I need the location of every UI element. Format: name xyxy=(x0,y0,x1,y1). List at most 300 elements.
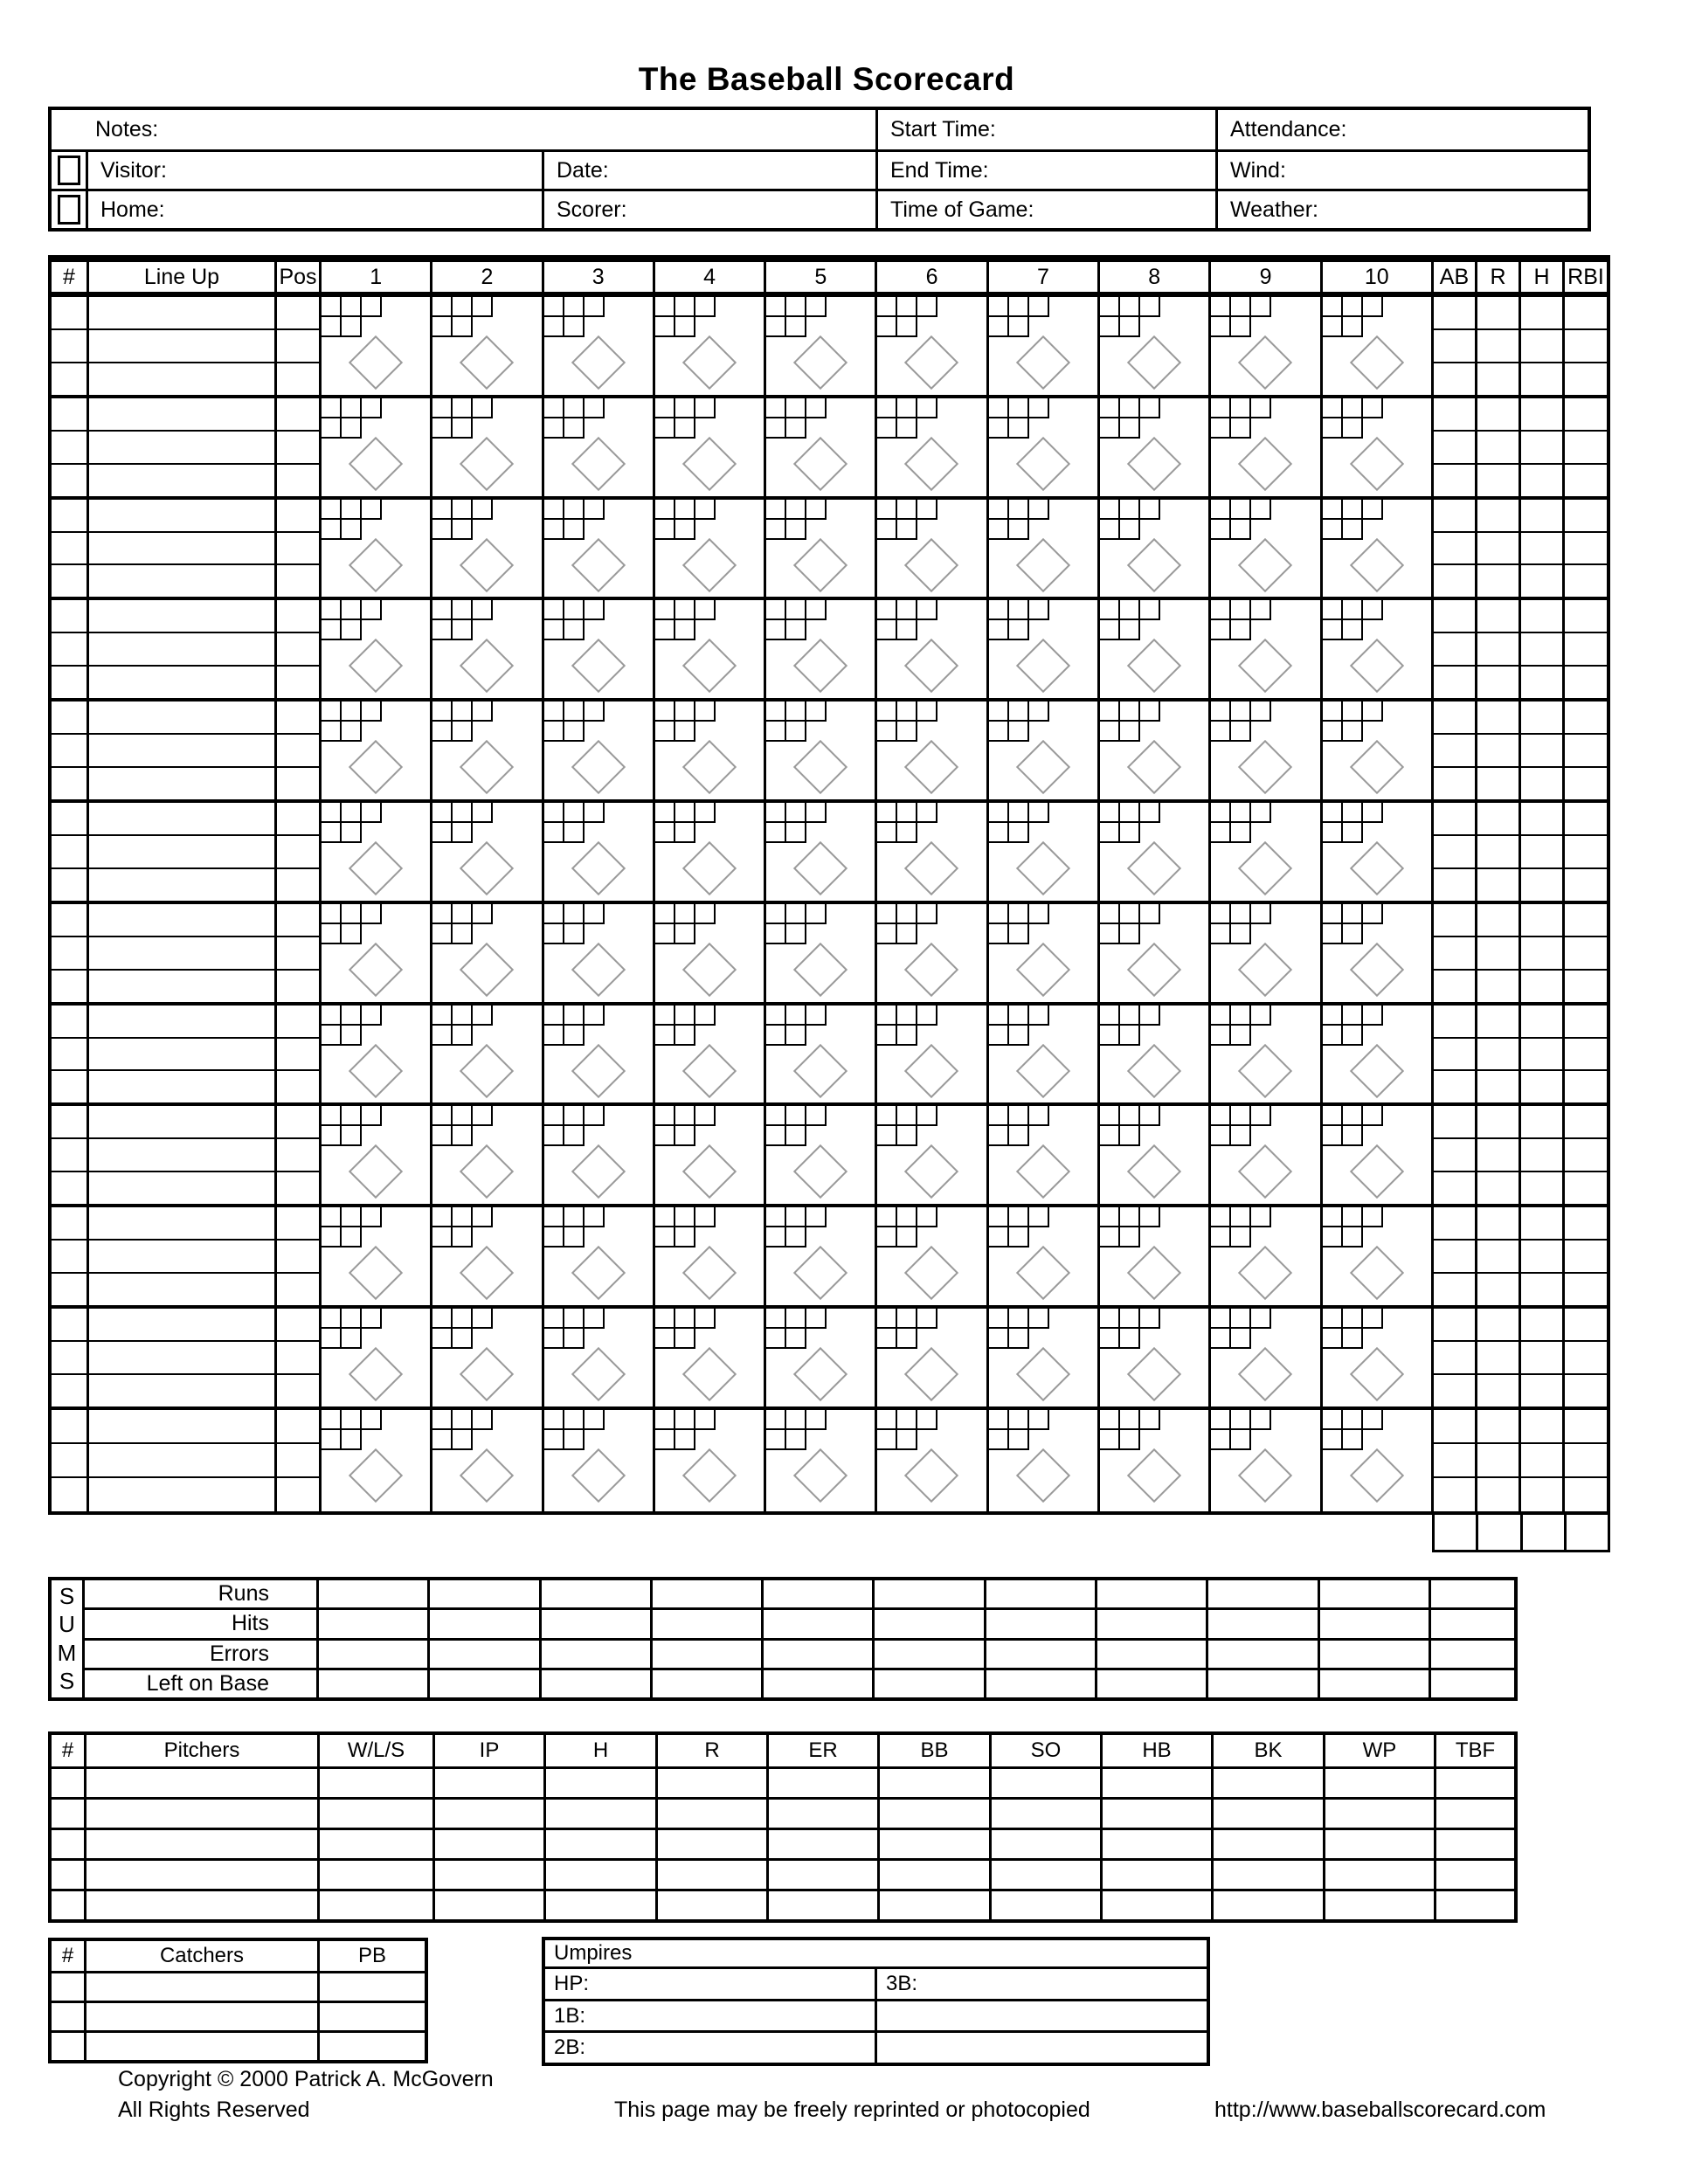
sums-inning-cell[interactable] xyxy=(653,1670,764,1697)
lineup-sub-cell[interactable] xyxy=(89,398,274,432)
lineup-sub-cell[interactable] xyxy=(52,1106,86,1139)
pitch-count-box[interactable] xyxy=(342,803,362,823)
stat-sub-cell[interactable] xyxy=(1521,363,1562,395)
pitcher-cell[interactable] xyxy=(52,1769,86,1797)
pitcher-cell[interactable] xyxy=(86,1769,320,1797)
sums-inning-cell[interactable] xyxy=(986,1610,1097,1637)
stat-sub-cell[interactable] xyxy=(1477,1106,1519,1139)
lineup-sub-cell[interactable] xyxy=(52,363,86,395)
sums-total-cell[interactable] xyxy=(1431,1641,1514,1668)
lineup-sub-cell[interactable] xyxy=(277,904,319,937)
pitcher-cell[interactable] xyxy=(1103,1891,1214,1919)
sums-inning-cell[interactable] xyxy=(1208,1670,1319,1697)
sums-inning-cell[interactable] xyxy=(875,1641,986,1668)
pitch-count-box[interactable] xyxy=(1100,1309,1120,1329)
pitch-count-box[interactable] xyxy=(1140,1309,1160,1329)
pitch-count-box[interactable] xyxy=(1100,600,1120,620)
pitch-count-box[interactable] xyxy=(453,1227,473,1248)
inning-scoring-cell[interactable] xyxy=(1211,1207,1322,1305)
pitch-count-box[interactable] xyxy=(544,418,564,439)
pitch-count-box[interactable] xyxy=(322,398,342,418)
pitch-count-box[interactable] xyxy=(766,398,786,418)
pitch-count-box[interactable] xyxy=(897,317,917,337)
pitch-count-box[interactable] xyxy=(989,398,1009,418)
pitch-count-box[interactable] xyxy=(989,803,1009,823)
inning-scoring-cell[interactable] xyxy=(989,1207,1100,1305)
pitch-count-box[interactable] xyxy=(453,620,473,640)
pitch-count-box[interactable] xyxy=(1343,823,1363,843)
stat-sub-cell[interactable] xyxy=(1477,1309,1519,1342)
stat-sub-cell[interactable] xyxy=(1477,667,1519,698)
lineup-sub-cell[interactable] xyxy=(89,735,274,768)
pitch-count-box[interactable] xyxy=(675,823,695,843)
inning-scoring-cell[interactable] xyxy=(432,904,543,1002)
pitch-count-box[interactable] xyxy=(564,317,585,337)
pitch-count-box[interactable] xyxy=(695,803,716,823)
pitch-count-box[interactable] xyxy=(1009,317,1029,337)
pitch-count-box[interactable] xyxy=(917,398,937,418)
inning-scoring-cell[interactable] xyxy=(989,297,1100,395)
pitch-count-box[interactable] xyxy=(897,1329,917,1349)
sums-inning-cell[interactable] xyxy=(1320,1610,1431,1637)
pitch-count-box[interactable] xyxy=(453,297,473,317)
inning-scoring-cell[interactable] xyxy=(877,904,988,1002)
pitch-count-box[interactable] xyxy=(1323,1227,1343,1248)
pitch-count-box[interactable] xyxy=(897,1006,917,1026)
pitch-count-box[interactable] xyxy=(1231,1329,1251,1349)
pitch-count-box[interactable] xyxy=(1211,722,1231,742)
pitch-count-box[interactable] xyxy=(1343,1430,1363,1450)
stat-sub-cell[interactable] xyxy=(1565,633,1607,667)
pitch-count-box[interactable] xyxy=(675,1126,695,1146)
lineup-sub-cell[interactable] xyxy=(52,500,86,533)
lineup-sub-cell[interactable] xyxy=(277,1139,319,1172)
lineup-sub-cell[interactable] xyxy=(89,1207,274,1241)
pitch-count-box[interactable] xyxy=(564,1410,585,1430)
stat-sub-cell[interactable] xyxy=(1477,500,1519,533)
pitch-count-box[interactable] xyxy=(786,317,806,337)
stat-sub-cell[interactable] xyxy=(1565,1172,1607,1204)
lineup-sub-cell[interactable] xyxy=(52,803,86,836)
pitch-count-box[interactable] xyxy=(1211,317,1231,337)
lineup-sub-cell[interactable] xyxy=(52,667,86,698)
pitch-count-box[interactable] xyxy=(786,803,806,823)
pitch-count-box[interactable] xyxy=(322,1207,342,1227)
home-field[interactable] xyxy=(86,191,542,228)
inning-scoring-cell[interactable] xyxy=(544,297,655,395)
inning-scoring-cell[interactable] xyxy=(655,1207,766,1305)
stat-sub-cell[interactable] xyxy=(1521,1444,1562,1478)
pitch-count-box[interactable] xyxy=(1323,297,1343,317)
pitch-count-box[interactable] xyxy=(786,500,806,520)
pitcher-cell[interactable] xyxy=(86,1830,320,1858)
inning-scoring-cell[interactable] xyxy=(322,398,432,496)
stat-sub-cell[interactable] xyxy=(1521,904,1562,937)
pitch-count-box[interactable] xyxy=(786,620,806,640)
inning-scoring-cell[interactable] xyxy=(1323,1309,1434,1406)
pitch-count-box[interactable] xyxy=(342,1126,362,1146)
third-base-umpire-field[interactable] xyxy=(877,1969,1207,1999)
pitch-count-box[interactable] xyxy=(675,600,695,620)
pitch-count-box[interactable] xyxy=(675,1430,695,1450)
sums-inning-cell[interactable] xyxy=(430,1580,541,1607)
pitch-count-box[interactable] xyxy=(432,520,453,540)
inning-scoring-cell[interactable] xyxy=(1211,1410,1322,1511)
stat-sub-cell[interactable] xyxy=(1477,1139,1519,1172)
pitch-count-box[interactable] xyxy=(786,702,806,722)
pitch-count-box[interactable] xyxy=(917,904,937,924)
pitch-count-box[interactable] xyxy=(1363,1410,1383,1430)
pitch-count-box[interactable] xyxy=(1231,500,1251,520)
inning-scoring-cell[interactable] xyxy=(655,702,766,799)
inning-scoring-cell[interactable] xyxy=(655,1006,766,1103)
pitch-count-box[interactable] xyxy=(1363,1309,1383,1329)
pitch-count-box[interactable] xyxy=(342,823,362,843)
pitch-count-box[interactable] xyxy=(453,904,473,924)
inning-scoring-cell[interactable] xyxy=(1100,600,1211,698)
pitch-count-box[interactable] xyxy=(989,317,1009,337)
pitch-count-box[interactable] xyxy=(1251,1207,1271,1227)
pitch-count-box[interactable] xyxy=(1251,803,1271,823)
stat-sub-cell[interactable] xyxy=(1434,1309,1475,1342)
pitch-count-box[interactable] xyxy=(806,398,827,418)
pitch-count-box[interactable] xyxy=(342,297,362,317)
pitch-count-box[interactable] xyxy=(342,1106,362,1126)
stat-sub-cell[interactable] xyxy=(1521,869,1562,901)
pitch-count-box[interactable] xyxy=(432,1227,453,1248)
inning-scoring-cell[interactable] xyxy=(1323,904,1434,1002)
pitch-count-box[interactable] xyxy=(1251,1106,1271,1126)
inning-scoring-cell[interactable] xyxy=(1211,702,1322,799)
inning-scoring-cell[interactable] xyxy=(322,297,432,395)
pitch-count-box[interactable] xyxy=(544,1329,564,1349)
pitch-count-box[interactable] xyxy=(453,1006,473,1026)
stat-sub-cell[interactable] xyxy=(1477,330,1519,363)
inning-scoring-cell[interactable] xyxy=(544,600,655,698)
pitch-count-box[interactable] xyxy=(473,904,493,924)
pitch-count-box[interactable] xyxy=(362,1309,382,1329)
inning-scoring-cell[interactable] xyxy=(1211,1309,1322,1406)
pitch-count-box[interactable] xyxy=(342,702,362,722)
lineup-sub-cell[interactable] xyxy=(89,297,274,330)
sums-inning-cell[interactable] xyxy=(1208,1641,1319,1668)
lineup-sub-cell[interactable] xyxy=(89,1071,274,1102)
pitch-count-box[interactable] xyxy=(989,1106,1009,1126)
pitch-count-box[interactable] xyxy=(877,500,897,520)
inning-scoring-cell[interactable] xyxy=(432,1207,543,1305)
pitch-count-box[interactable] xyxy=(1363,500,1383,520)
stat-sub-cell[interactable] xyxy=(1477,1241,1519,1274)
pitch-count-box[interactable] xyxy=(1120,1126,1140,1146)
pitcher-cell[interactable] xyxy=(658,1861,769,1889)
pitch-count-box[interactable] xyxy=(453,398,473,418)
pitch-count-box[interactable] xyxy=(1009,1207,1029,1227)
pitch-count-box[interactable] xyxy=(1343,803,1363,823)
pitch-count-box[interactable] xyxy=(1100,1430,1120,1450)
stat-sub-cell[interactable] xyxy=(1477,1274,1519,1305)
pitch-count-box[interactable] xyxy=(544,1126,564,1146)
pitcher-cell[interactable] xyxy=(1103,1861,1214,1889)
pitch-count-box[interactable] xyxy=(1211,1026,1231,1046)
pitcher-cell[interactable] xyxy=(992,1830,1103,1858)
pitch-count-box[interactable] xyxy=(322,803,342,823)
pitch-count-box[interactable] xyxy=(989,297,1009,317)
pitch-count-box[interactable] xyxy=(544,297,564,317)
pitch-count-box[interactable] xyxy=(1251,398,1271,418)
pitcher-cell[interactable] xyxy=(1214,1830,1325,1858)
lineup-sub-cell[interactable] xyxy=(277,667,319,698)
inning-scoring-cell[interactable] xyxy=(1323,1410,1434,1511)
pitch-count-box[interactable] xyxy=(1343,1227,1363,1248)
pitch-count-box[interactable] xyxy=(544,1227,564,1248)
pitcher-cell[interactable] xyxy=(1103,1800,1214,1828)
stat-sub-cell[interactable] xyxy=(1521,1172,1562,1204)
lineup-sub-cell[interactable] xyxy=(89,1139,274,1172)
lineup-sub-cell[interactable] xyxy=(89,667,274,698)
inning-scoring-cell[interactable] xyxy=(1323,600,1434,698)
stat-sub-cell[interactable] xyxy=(1521,297,1562,330)
pitch-count-box[interactable] xyxy=(1100,418,1120,439)
sums-inning-cell[interactable] xyxy=(764,1580,875,1607)
lineup-sub-cell[interactable] xyxy=(277,398,319,432)
pitch-count-box[interactable] xyxy=(1120,600,1140,620)
stat-sub-cell[interactable] xyxy=(1565,937,1607,971)
pitch-count-box[interactable] xyxy=(897,1430,917,1450)
pitch-count-box[interactable] xyxy=(786,1329,806,1349)
stat-sub-cell[interactable] xyxy=(1521,1039,1562,1072)
stat-sub-cell[interactable] xyxy=(1521,398,1562,432)
hp-umpire-field[interactable] xyxy=(545,1969,877,1999)
lineup-sub-cell[interactable] xyxy=(52,600,86,633)
pitch-count-box[interactable] xyxy=(342,1227,362,1248)
pitch-count-box[interactable] xyxy=(786,823,806,843)
lineup-sub-cell[interactable] xyxy=(89,1375,274,1406)
sums-inning-cell[interactable] xyxy=(764,1610,875,1637)
pitch-count-box[interactable] xyxy=(1029,702,1049,722)
pitch-count-box[interactable] xyxy=(1343,722,1363,742)
sums-inning-cell[interactable] xyxy=(1320,1670,1431,1697)
pitch-count-box[interactable] xyxy=(585,702,605,722)
lineup-sub-cell[interactable] xyxy=(277,1006,319,1039)
sums-inning-cell[interactable] xyxy=(653,1641,764,1668)
pitch-count-box[interactable] xyxy=(342,1006,362,1026)
pitch-count-box[interactable] xyxy=(322,600,342,620)
inning-scoring-cell[interactable] xyxy=(877,1309,988,1406)
pitcher-cell[interactable] xyxy=(769,1891,880,1919)
pitch-count-box[interactable] xyxy=(917,1309,937,1329)
pitch-count-box[interactable] xyxy=(564,1207,585,1227)
pitch-count-box[interactable] xyxy=(1100,1106,1120,1126)
pitch-count-box[interactable] xyxy=(1323,1126,1343,1146)
sums-inning-cell[interactable] xyxy=(1208,1580,1319,1607)
stat-sub-cell[interactable] xyxy=(1434,937,1475,971)
pitch-count-box[interactable] xyxy=(675,702,695,722)
stat-sub-cell[interactable] xyxy=(1434,803,1475,836)
lineup-sub-cell[interactable] xyxy=(89,600,274,633)
pitch-count-box[interactable] xyxy=(453,520,473,540)
pitch-count-box[interactable] xyxy=(1100,722,1120,742)
pitcher-cell[interactable] xyxy=(1325,1861,1436,1889)
pitch-count-box[interactable] xyxy=(1100,1026,1120,1046)
pitch-count-box[interactable] xyxy=(1323,1410,1343,1430)
pitcher-cell[interactable] xyxy=(52,1830,86,1858)
pitch-count-box[interactable] xyxy=(1343,418,1363,439)
pitch-count-box[interactable] xyxy=(453,1026,473,1046)
pitch-count-box[interactable] xyxy=(877,620,897,640)
sums-inning-cell[interactable] xyxy=(653,1610,764,1637)
pitch-count-box[interactable] xyxy=(1140,803,1160,823)
pitch-count-box[interactable] xyxy=(655,1430,675,1450)
pitch-count-box[interactable] xyxy=(766,1430,786,1450)
pitch-count-box[interactable] xyxy=(1231,1126,1251,1146)
pitch-count-box[interactable] xyxy=(766,418,786,439)
pitch-count-box[interactable] xyxy=(806,1106,827,1126)
pitch-count-box[interactable] xyxy=(342,1026,362,1046)
pitch-count-box[interactable] xyxy=(806,702,827,722)
pitch-count-box[interactable] xyxy=(432,1309,453,1329)
pitch-count-box[interactable] xyxy=(1231,1026,1251,1046)
pitcher-cell[interactable] xyxy=(52,1861,86,1889)
inning-scoring-cell[interactable] xyxy=(432,500,543,598)
pitch-count-box[interactable] xyxy=(362,297,382,317)
inning-scoring-cell[interactable] xyxy=(1211,1106,1322,1204)
pitch-count-box[interactable] xyxy=(877,1227,897,1248)
inning-scoring-cell[interactable] xyxy=(1211,297,1322,395)
stat-sub-cell[interactable] xyxy=(1477,363,1519,395)
pitch-count-box[interactable] xyxy=(1120,1006,1140,1026)
inning-scoring-cell[interactable] xyxy=(655,398,766,496)
pitch-count-box[interactable] xyxy=(1323,1309,1343,1329)
pitch-count-box[interactable] xyxy=(564,1006,585,1026)
pitch-count-box[interactable] xyxy=(1343,1106,1363,1126)
stat-sub-cell[interactable] xyxy=(1477,836,1519,869)
pitch-count-box[interactable] xyxy=(897,398,917,418)
stat-sub-cell[interactable] xyxy=(1521,1342,1562,1375)
lineup-sub-cell[interactable] xyxy=(277,1039,319,1072)
pitch-count-box[interactable] xyxy=(1363,600,1383,620)
pitch-count-box[interactable] xyxy=(897,297,917,317)
lineup-sub-cell[interactable] xyxy=(89,565,274,597)
lineup-sub-cell[interactable] xyxy=(52,1410,86,1444)
sums-inning-cell[interactable] xyxy=(875,1580,986,1607)
pitcher-cell[interactable] xyxy=(52,1800,86,1828)
pitch-count-box[interactable] xyxy=(1100,398,1120,418)
stat-total-cell[interactable] xyxy=(1567,1515,1608,1550)
pitch-count-box[interactable] xyxy=(453,1410,473,1430)
pitch-count-box[interactable] xyxy=(564,924,585,944)
pitch-count-box[interactable] xyxy=(1009,520,1029,540)
pitch-count-box[interactable] xyxy=(1009,1227,1029,1248)
pitch-count-box[interactable] xyxy=(453,823,473,843)
stat-sub-cell[interactable] xyxy=(1565,1071,1607,1102)
pitcher-cell[interactable] xyxy=(1214,1769,1325,1797)
pitch-count-box[interactable] xyxy=(1120,1207,1140,1227)
pitch-count-box[interactable] xyxy=(897,904,917,924)
pitcher-cell[interactable] xyxy=(769,1769,880,1797)
pitch-count-box[interactable] xyxy=(432,1410,453,1430)
pitch-count-box[interactable] xyxy=(1231,600,1251,620)
pitch-count-box[interactable] xyxy=(1231,520,1251,540)
pitch-count-box[interactable] xyxy=(675,297,695,317)
stat-sub-cell[interactable] xyxy=(1434,633,1475,667)
pitch-count-box[interactable] xyxy=(786,1207,806,1227)
lineup-sub-cell[interactable] xyxy=(277,633,319,667)
stat-sub-cell[interactable] xyxy=(1565,432,1607,465)
inning-scoring-cell[interactable] xyxy=(544,500,655,598)
lineup-sub-cell[interactable] xyxy=(89,1274,274,1305)
pitch-count-box[interactable] xyxy=(897,418,917,439)
pitch-count-box[interactable] xyxy=(917,1006,937,1026)
lineup-sub-cell[interactable] xyxy=(52,565,86,597)
pitcher-cell[interactable] xyxy=(1103,1769,1214,1797)
pitch-count-box[interactable] xyxy=(1343,620,1363,640)
pitch-count-box[interactable] xyxy=(1009,620,1029,640)
pitcher-cell[interactable] xyxy=(546,1861,658,1889)
inning-scoring-cell[interactable] xyxy=(766,500,877,598)
pitch-count-box[interactable] xyxy=(1120,702,1140,722)
stat-sub-cell[interactable] xyxy=(1477,600,1519,633)
pitch-count-box[interactable] xyxy=(917,600,937,620)
stat-sub-cell[interactable] xyxy=(1434,1172,1475,1204)
pitch-count-box[interactable] xyxy=(655,904,675,924)
pitch-count-box[interactable] xyxy=(917,803,937,823)
stat-sub-cell[interactable] xyxy=(1521,432,1562,465)
stat-sub-cell[interactable] xyxy=(1565,768,1607,799)
pitch-count-box[interactable] xyxy=(897,1410,917,1430)
stat-sub-cell[interactable] xyxy=(1565,702,1607,735)
pitch-count-box[interactable] xyxy=(544,620,564,640)
pitch-count-box[interactable] xyxy=(362,398,382,418)
pitch-count-box[interactable] xyxy=(322,1227,342,1248)
pitch-count-box[interactable] xyxy=(322,1026,342,1046)
pitch-count-box[interactable] xyxy=(342,600,362,620)
pitch-count-box[interactable] xyxy=(1231,904,1251,924)
stat-sub-cell[interactable] xyxy=(1477,971,1519,1002)
pitch-count-box[interactable] xyxy=(1231,1410,1251,1430)
stat-sub-cell[interactable] xyxy=(1434,1274,1475,1305)
stat-sub-cell[interactable] xyxy=(1434,1410,1475,1444)
lineup-sub-cell[interactable] xyxy=(89,1241,274,1274)
pitch-count-box[interactable] xyxy=(342,1329,362,1349)
pitch-count-box[interactable] xyxy=(655,520,675,540)
catcher-cell[interactable] xyxy=(320,2033,425,2060)
pitch-count-box[interactable] xyxy=(766,297,786,317)
pitch-count-box[interactable] xyxy=(1100,1207,1120,1227)
sums-inning-cell[interactable] xyxy=(986,1670,1097,1697)
lineup-sub-cell[interactable] xyxy=(277,735,319,768)
umpire-blank-cell[interactable] xyxy=(877,2033,1207,2063)
pitch-count-box[interactable] xyxy=(877,520,897,540)
lineup-sub-cell[interactable] xyxy=(277,1444,319,1478)
lineup-sub-cell[interactable] xyxy=(277,432,319,465)
pitch-count-box[interactable] xyxy=(1251,1410,1271,1430)
pitch-count-box[interactable] xyxy=(655,418,675,439)
pitch-count-box[interactable] xyxy=(1323,600,1343,620)
pitch-count-box[interactable] xyxy=(786,722,806,742)
pitch-count-box[interactable] xyxy=(342,904,362,924)
pitch-count-box[interactable] xyxy=(1009,1106,1029,1126)
stat-sub-cell[interactable] xyxy=(1477,633,1519,667)
inning-scoring-cell[interactable] xyxy=(544,1006,655,1103)
pitch-count-box[interactable] xyxy=(1323,317,1343,337)
stat-sub-cell[interactable] xyxy=(1565,1342,1607,1375)
pitcher-cell[interactable] xyxy=(546,1891,658,1919)
lineup-sub-cell[interactable] xyxy=(52,465,86,496)
stat-sub-cell[interactable] xyxy=(1565,330,1607,363)
pitcher-cell[interactable] xyxy=(1214,1800,1325,1828)
pitcher-cell[interactable] xyxy=(1325,1830,1436,1858)
pitch-count-box[interactable] xyxy=(544,500,564,520)
